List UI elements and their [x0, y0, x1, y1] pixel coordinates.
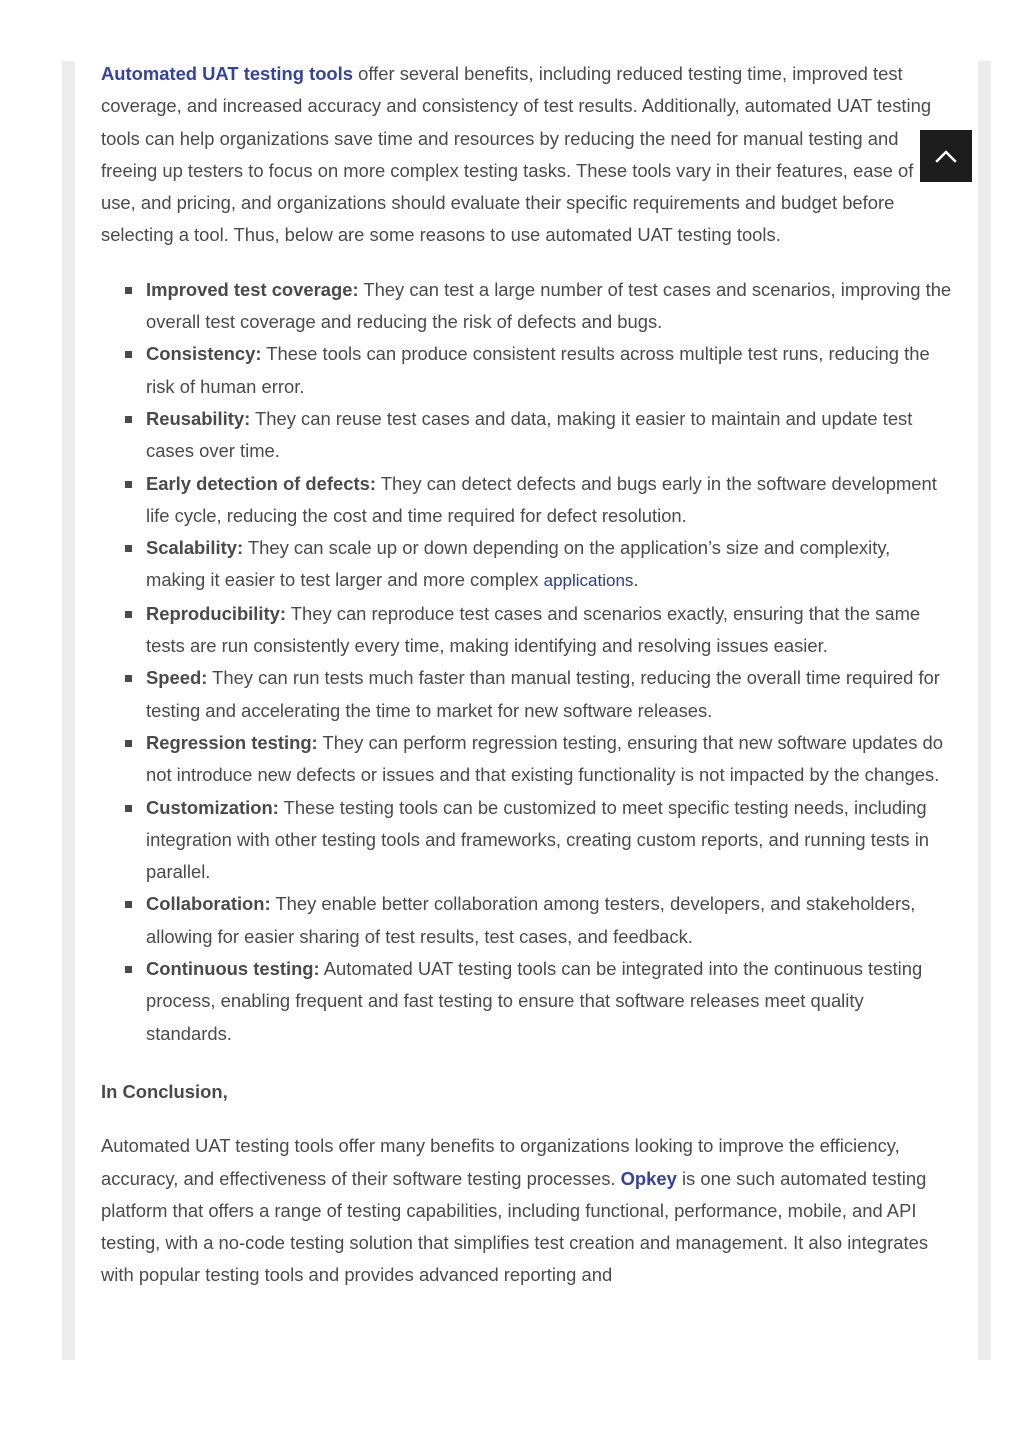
benefit-title: Regression testing:: [146, 731, 318, 753]
benefit-title: Improved test coverage:: [146, 278, 359, 300]
benefit-text: They can test a large number of test cases and scenarios, improving the overall test coverage and reducing the risk of defects and bugs.: [146, 278, 952, 333]
bullet-icon: [125, 675, 132, 682]
benefit-text: They can run tests much faster than manual testing, reducing the overall time required for testing and accelerating the time to market for new software releases.: [146, 667, 940, 721]
bullet-icon: [125, 740, 132, 747]
benefit-text: They enable better collaboration among testers, developers, and stakeholders, allowing for easier sharing of test results, test cases, and feedback.: [146, 893, 916, 947]
benefit-text-after: .: [633, 569, 639, 591]
benefit-item: [146, 274, 953, 339]
bullet-icon: [125, 481, 132, 488]
article-body: [101, 61, 953, 1292]
benefit-text: They can detect defects and bugs early in the software development life cycle, reducing the cost and time required for defect resolution.: [146, 472, 937, 526]
bullet-icon: [125, 416, 132, 423]
bullet-icon: [125, 611, 132, 618]
conclusion-text-after: is one such automated testing platform that offers a range of testing capabilities, including functional, performance, mobile, and API testing, with a no-code testing solution that simplifies test creation and management. It also integrates with popular testing tools and provides advanced reporting and: [101, 1167, 929, 1286]
intro-paragraph: [101, 61, 953, 252]
benefit-title: Continuous testing:: [146, 958, 320, 980]
bullet-icon: [125, 966, 132, 973]
benefit-item: [146, 532, 953, 598]
opkey-link[interactable]: Opkey: [620, 1167, 677, 1189]
benefit-title: Reusability:: [146, 407, 251, 429]
benefit-item: [146, 727, 953, 792]
benefits-list: [101, 274, 953, 1050]
benefit-title: Reproducibility:: [146, 602, 286, 624]
benefit-item: [146, 468, 953, 533]
bullet-icon: [125, 545, 132, 552]
bullet-icon: [125, 287, 132, 294]
benefit-item: [146, 662, 953, 727]
benefit-title: Early detection of defects:: [146, 472, 376, 494]
conclusion-heading: In Conclusion,: [101, 1080, 228, 1102]
back-to-top-button[interactable]: [920, 130, 972, 182]
benefit-text: They can scale up or down depending on the application’s size and complexity, making it easier to test larger and more complex: [146, 537, 891, 591]
benefit-title: Customization:: [146, 796, 279, 818]
benefit-title: Scalability:: [146, 537, 244, 559]
benefit-item: [146, 792, 953, 889]
chevron-up-icon: [935, 149, 957, 163]
benefit-text: These testing tools can be customized to meet specific testing needs, including integration with other testing tools and frameworks, creating custom reports, and running tests in parallel.: [146, 796, 930, 883]
conclusion-text-before: Automated UAT testing tools offer many benefits to organizations looking to improve the efficiency, accuracy, and effectiveness of their software testing processes.: [101, 1135, 900, 1189]
benefit-item: [146, 953, 953, 1050]
benefit-item: [146, 598, 953, 663]
benefit-text: They can perform regression testing, ensuring that new software updates do not introduce new defects or issues and that existing functionality is not impacted by the changes.: [146, 731, 943, 786]
benefit-title: Collaboration:: [146, 893, 271, 915]
benefit-title: Speed:: [146, 667, 208, 689]
intro-text: offer several benefits, including reduced testing time, improved test coverage, and increased accuracy and consistency of test results. Additionally, automated UAT testing tools can help organizations save time and resources by reducing the need for manual testing and freeing up testers to focus on more complex testing tasks. These tools vary in their features, ease of use, and pricing, and organizations should evaluate their specific requirements and budget before selecting a tool. Thus, below are some reasons to use automated UAT testing tools.: [101, 63, 932, 246]
benefit-text: These tools can produce consistent results across multiple test runs, reducing the risk of human error.: [146, 343, 930, 397]
article-content: [75, 61, 978, 1360]
bullet-icon: [125, 805, 132, 812]
benefit-text: They can reuse test cases and data, making it easier to maintain and update test cases over time.: [146, 407, 913, 462]
conclusion-paragraph: [101, 1130, 953, 1291]
automated-uat-testing-tools-link[interactable]: Automated UAT testing tools: [101, 63, 354, 84]
benefit-text: They can reproduce test cases and scenarios exactly, ensuring that the same tests are run consistently every time, making identifying and resolving issues easier.: [146, 602, 921, 657]
applications-link[interactable]: applications: [543, 571, 634, 591]
bullet-icon: [125, 901, 132, 908]
benefit-item: [146, 403, 953, 468]
benefit-item: [146, 338, 953, 403]
bullet-icon: [125, 351, 132, 358]
benefit-title: Consistency:: [146, 343, 262, 365]
benefit-item: [146, 888, 953, 953]
benefit-text: Automated UAT testing tools can be integrated into the continuous testing process, enabling frequent and fast testing to ensure that software releases meet quality standards.: [146, 958, 923, 1044]
